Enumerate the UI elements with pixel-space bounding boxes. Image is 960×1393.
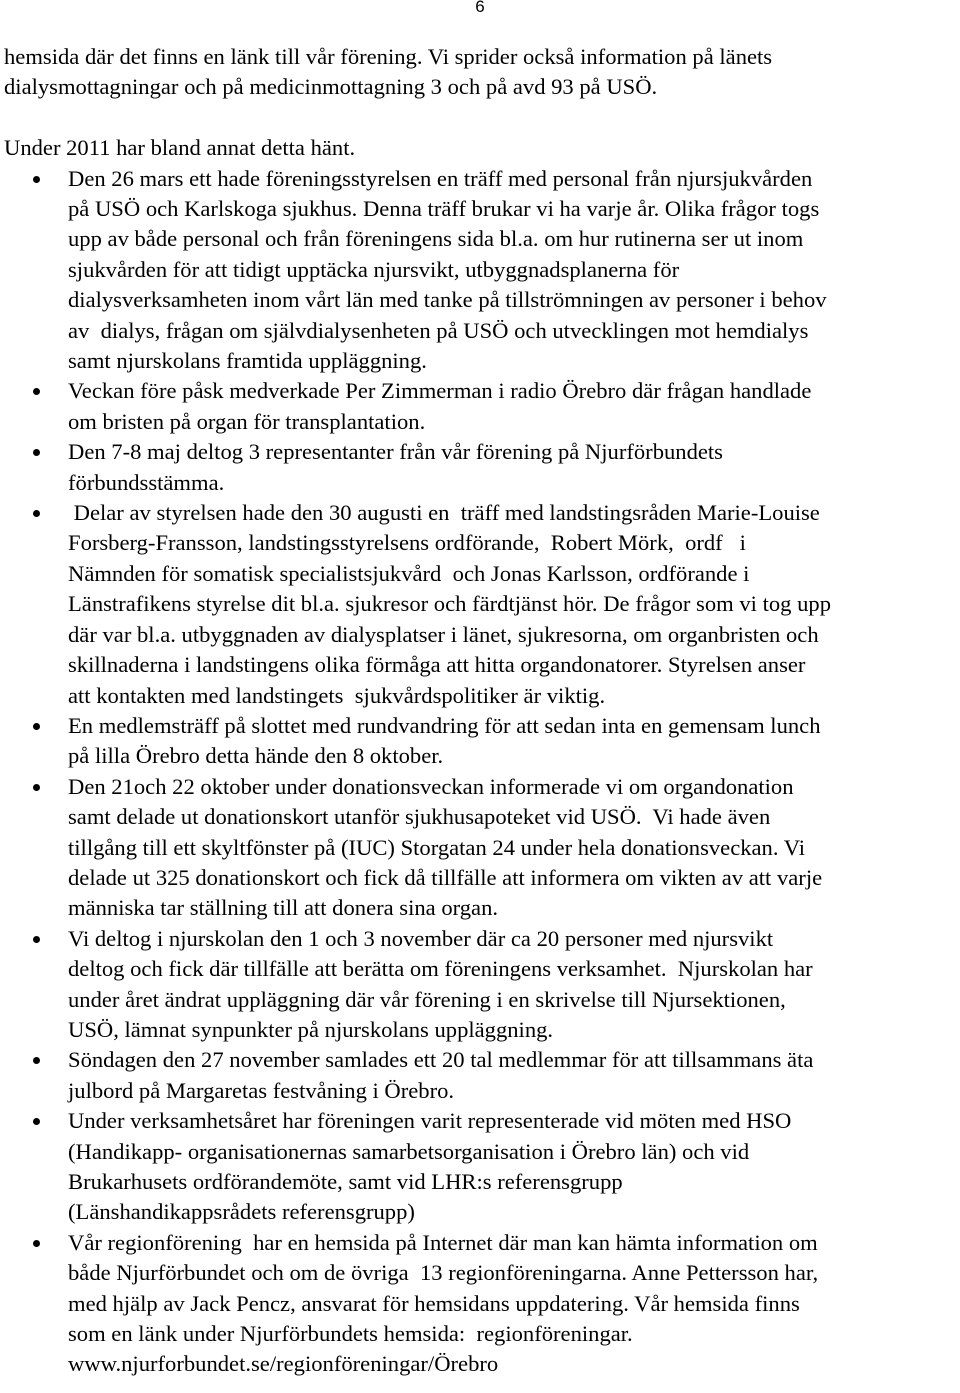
bullet-line: www.njurforbundet.se/regionföreningar/Örebro xyxy=(68,1351,499,1377)
bullet-line: där var bl.a. utbyggnaden av dialysplatser i länet, sjukresorna, om organbristen och xyxy=(68,621,819,647)
bullet-line: människa tar ställning till att donera sina organ. xyxy=(68,895,499,921)
bullet-line: både Njurförbundet och om de övriga 13 regionföreningarna. Anne Pettersson har, xyxy=(68,1260,819,1286)
bullet-line: sjukvården för att tidigt upptäcka njursvikt, utbyggnadsplanerna för xyxy=(68,256,680,282)
bullet-dot-icon xyxy=(33,1118,40,1125)
bullet-line: Nämnden för somatisk specialistsjukvård och Jonas Karlsson, ordförande i xyxy=(68,560,750,586)
bullet-line: som en länk under Njurförbundets hemsida: regionföreningar. xyxy=(68,1321,633,1347)
bullet-line: Den 26 mars ett hade föreningsstyrelsen en träff med personal från njursjukvården xyxy=(68,165,813,191)
bullet-line: Den 21och 22 oktober under donationsveckan informerade vi om organdonation xyxy=(68,773,794,799)
bullet-line: delade ut 325 donationskort och fick då tillfälle att informera om vikten av att varje xyxy=(68,864,823,890)
page-number: 6 xyxy=(475,0,485,16)
bullet-list xyxy=(4,164,960,1380)
section-heading: Under 2011 har bland annat detta hänt. xyxy=(4,135,356,161)
bullet-line: Vår regionförening har en hemsida på Internet där man kan hämta information om xyxy=(68,1229,818,1255)
bullet-line: skillnaderna i landstingens olika förmåga att hitta organdonatorer. Styrelsen anser xyxy=(68,652,806,678)
bullet-item xyxy=(4,1045,960,1106)
bullet-line: samt delade ut donationskort utanför sjukhusapoteket vid USÖ. Vi hade även xyxy=(68,804,771,830)
bullet-line: samt njurskolans framtida uppläggning. xyxy=(68,348,427,374)
intro-line: dialysmottagningar och på medicinmottagning 3 och på avd 93 på USÖ. xyxy=(4,74,658,100)
bullet-line: julbord på Margaretas festvåning i Örebro. xyxy=(68,1077,455,1103)
bullet-line: Brukarhusets ordförandemöte, samt vid LHR:s referensgrupp xyxy=(68,1169,623,1195)
bullet-line: med hjälp av Jack Pencz, ansvarat för hemsidans uppdatering. Vår hemsida finns xyxy=(68,1290,800,1316)
bullet-line: Veckan före påsk medverkade Per Zimmerman i radio Örebro där frågan handlade xyxy=(68,378,812,404)
bullet-line: Länstrafikens styrelse dit bl.a. sjukresor och färdtjänst hör. De frågor som vi tog upp xyxy=(68,591,831,617)
bullet-item xyxy=(4,376,960,437)
bullet-line: (Länshandikappsrådets referensgrupp) xyxy=(68,1199,415,1225)
bullet-item xyxy=(4,1228,960,1380)
bullet-line: om bristen på organ för transplantation. xyxy=(68,408,426,434)
bullet-line: Den 7-8 maj deltog 3 representanter från vår förening på Njurförbundets xyxy=(68,439,723,465)
bullet-line: Forsberg-Fransson, landstingsstyrelsens ordförande, Robert Mörk, ordf i xyxy=(68,530,746,556)
bullet-line: En medlemsträff på slottet med rundvandring för att sedan inta en gemensam lunch xyxy=(68,712,821,738)
bullet-dot-icon xyxy=(33,1240,40,1247)
paragraph-spacer xyxy=(4,103,960,133)
bullet-dot-icon xyxy=(33,936,40,943)
bullet-dot-icon xyxy=(33,723,40,730)
bullet-dot-icon xyxy=(33,176,40,183)
bullet-line: dialysverksamheten inom vårt län med tanke på tillströmningen av personer i behov xyxy=(68,287,827,313)
bullet-dot-icon xyxy=(33,510,40,517)
bullet-item xyxy=(4,772,960,924)
bullet-line: förbundsstämma. xyxy=(68,469,225,495)
bullet-line: av dialys, frågan om självdialysenheten på USÖ och utvecklingen mot hemdialys xyxy=(68,317,809,343)
bullet-item xyxy=(4,924,960,1046)
bullet-line: på lilla Örebro detta hände den 8 oktober. xyxy=(68,743,444,769)
bullet-item xyxy=(4,711,960,772)
bullet-dot-icon xyxy=(33,388,40,395)
bullet-dot-icon xyxy=(33,784,40,791)
bullet-line: under året ändrat uppläggning där vår förening i en skrivelse till Njursektionen, xyxy=(68,986,786,1012)
bullet-item xyxy=(4,1106,960,1228)
bullet-item xyxy=(4,498,960,711)
bullet-line: USÖ, lämnat synpunkter på njurskolans uppläggning. xyxy=(68,1016,554,1042)
bullet-item xyxy=(4,437,960,498)
bullet-dot-icon xyxy=(33,1057,40,1064)
intro-paragraph xyxy=(4,42,960,103)
bullet-line: tillgång till ett skyltfönster på (IUC) Storgatan 24 under hela donationsveckan. Vi xyxy=(68,834,805,860)
bullet-line: att kontakten med landstingets sjukvårdspolitiker är viktig. xyxy=(68,682,606,708)
bullet-line: deltog och fick där tillfälle att berätta om föreningens verksamhet. Njurskolan har xyxy=(68,956,813,982)
intro-line: hemsida där det finns en länk till vår förening. Vi sprider också information på länets xyxy=(4,44,773,69)
bullet-line: på USÖ och Karlskoga sjukhus. Denna träff brukar vi ha varje år. Olika frågor togs xyxy=(68,196,820,222)
bullet-item xyxy=(4,164,960,377)
bullet-line: Under verksamhetsåret har föreningen varit representerade vid möten med HSO xyxy=(68,1108,792,1134)
bullet-dot-icon xyxy=(33,449,40,456)
bullet-line: Söndagen den 27 november samlades ett 20 tal medlemmar för att tillsammans äta xyxy=(68,1047,814,1073)
document-body xyxy=(4,42,960,1380)
bullet-line: Vi deltog i njurskolan den 1 och 3 november där ca 20 personer med njursvikt xyxy=(68,925,774,951)
bullet-line: upp av både personal och från föreningens sida bl.a. om hur rutinerna ser ut inom xyxy=(68,226,804,252)
bullet-line: Delar av styrelsen hade den 30 augusti en träff med landstingsråden Marie-Louise xyxy=(68,500,820,526)
bullet-line: (Handikapp- organisationernas samarbetsorganisation i Örebro län) och vid xyxy=(68,1138,750,1164)
